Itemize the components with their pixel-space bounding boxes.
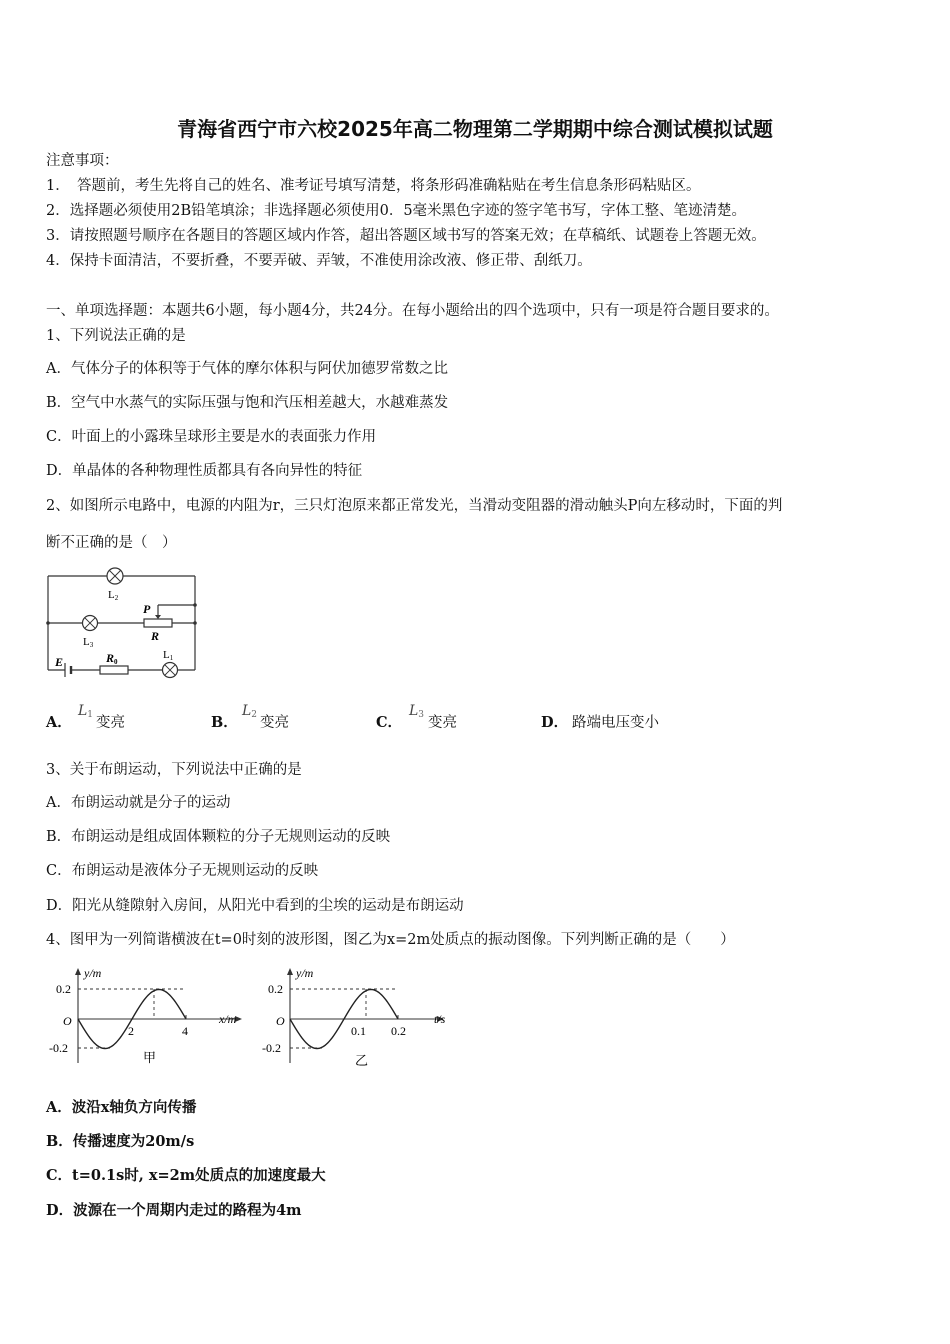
graph-b-y-label: y/m [296, 966, 314, 980]
graph-a-y-label: y/m [84, 966, 102, 980]
question-1-stem: 1、下列说法正确的是 [46, 328, 186, 344]
graph-a-origin: O [63, 1014, 72, 1028]
graph-a-x-tick-2: 2 [128, 1024, 134, 1038]
question-1-option-d: D．单晶体的各种物理性质都具有各向异性的特征 [46, 463, 363, 479]
question-1-option-a: A．气体分子的体积等于气体的摩尔体积与阿伏加德罗常数之比 [46, 361, 448, 377]
notice-item-2: 2．选择题必须使用2B铅笔填涂；非选择题必须使用0．5毫米黑色字迹的签字笔书写，字体工整、笔迹清楚。 [46, 203, 747, 219]
lamp-l1-icon [163, 663, 178, 678]
question-2-stem-line-2: 断不正确的是（ ） [46, 535, 177, 551]
question-2-stem-line-1: 2、如图所示电路中，电源的内阻为r，三只灯泡原来都正常发光，当滑动变阻器的滑动触头P向左移动时，下面的判 [46, 498, 783, 514]
graph-a-caption: 甲 [143, 1050, 157, 1065]
graph-b-caption: 乙 [355, 1053, 369, 1068]
question-4-option-b: B．传播速度为20m/s [46, 1133, 195, 1150]
wave-graph-b [262, 965, 462, 1070]
graph-b-origin: O [276, 1014, 285, 1028]
notice-heading: 注意事项： [46, 153, 119, 169]
question-2-option-d-text: 路端电压变小 [572, 715, 659, 731]
lamp-l3-icon [83, 616, 98, 631]
wave-graph-a [46, 965, 246, 1070]
notice-item-3: 3．请按照题号顺序在各题目的答题区域内作答，超出答题区域书写的答案无效；在草稿纸、试题卷上答题无效。 [46, 228, 766, 244]
graph-b-x-tick-01: 0.1 [351, 1024, 366, 1038]
question-2-option-d-letter: D． [541, 714, 569, 731]
notice-item-4: 4．保持卡面清洁，不要折叠，不要弄破、弄皱，不准使用涂改液、修正带、刮纸刀。 [46, 253, 592, 269]
question-2-option-a-text: 变亮 [96, 715, 125, 731]
label-r: R [151, 629, 160, 643]
question-4-option-c: C．t=0.1s时, x=2m处质点的加速度最大 [46, 1167, 326, 1184]
question-4-stem: 4、图甲为一列简谐横波在t=0时刻的波形图，图乙为x=2m处质点的振动图像。下列判断正确的是（ ） [46, 932, 735, 948]
circuit-diagram [40, 560, 210, 685]
label-l2: L2 [108, 589, 119, 602]
question-1-option-b: B．空气中水蒸气的实际压强与饱和汽压相差越大，水越难蒸发 [46, 395, 449, 411]
question-3-stem: 3、关于布朗运动，下列说法中正确的是 [46, 762, 302, 778]
graph-b-y-top: 0.2 [268, 982, 283, 996]
question-2-option-a-letter: A． [46, 714, 72, 731]
page-title: 青海省西宁市六校2025年高二物理第二学期期中综合测试模拟试题 [177, 117, 773, 141]
graph-b-x-label: t/s [434, 1012, 446, 1026]
question-1-option-c: C．叶面上的小露珠呈球形主要是水的表面张力作用 [46, 429, 377, 445]
graph-b-x-tick-02: 0.2 [391, 1024, 406, 1038]
question-2-option-b-symbol: $L_2$ [242, 703, 258, 720]
graph-a-x-tick-4: 4 [182, 1024, 188, 1038]
lamp-l2-icon [107, 568, 123, 584]
label-e: E [55, 655, 64, 669]
label-p: P [143, 602, 151, 616]
question-2-option-c-letter: C． [376, 714, 403, 731]
question-4-option-d: D．波源在一个周期内走过的路程为4m [46, 1202, 302, 1219]
question-3-option-b: B．布朗运动是组成固体颗粒的分子无规则运动的反映 [46, 829, 391, 845]
graph-a-y-bottom: -0.2 [49, 1041, 68, 1055]
question-3-option-d: D．阳光从缝隙射入房间，从阳光中看到的尘埃的运动是布朗运动 [46, 898, 464, 914]
label-l1: L1 [163, 649, 174, 662]
notice-item-1: 1． 答题前，考生先将自己的姓名、准考证号填写清楚，将条形码准确粘贴在考生信息条形码粘贴区。 [46, 178, 701, 194]
question-4-option-a: A．波沿x轴负方向传播 [46, 1099, 197, 1116]
label-r0: R0 [106, 651, 118, 666]
question-2-option-c-text: 变亮 [428, 715, 457, 731]
question-2-option-c-symbol: $L_3$ [409, 703, 425, 720]
graph-a-x-label: x/m [219, 1012, 237, 1026]
graph-a-y-top: 0.2 [56, 982, 71, 996]
label-l3: L3 [83, 636, 94, 649]
question-3-option-a: A．布朗运动就是分子的运动 [46, 795, 231, 811]
question-3-option-c: C．布朗运动是液体分子无规则运动的反映 [46, 863, 319, 879]
section-heading: 一、单项选择题：本题共6小题，每小题4分，共24分。在每小题给出的四个选项中，只有一项是符合题目要求的。 [46, 303, 779, 319]
question-2-option-a-symbol: $L_1$ [78, 703, 94, 720]
graph-b-y-bottom: -0.2 [262, 1041, 281, 1055]
question-2-option-b-letter: B． [211, 714, 238, 731]
question-2-option-b-text: 变亮 [260, 715, 289, 731]
